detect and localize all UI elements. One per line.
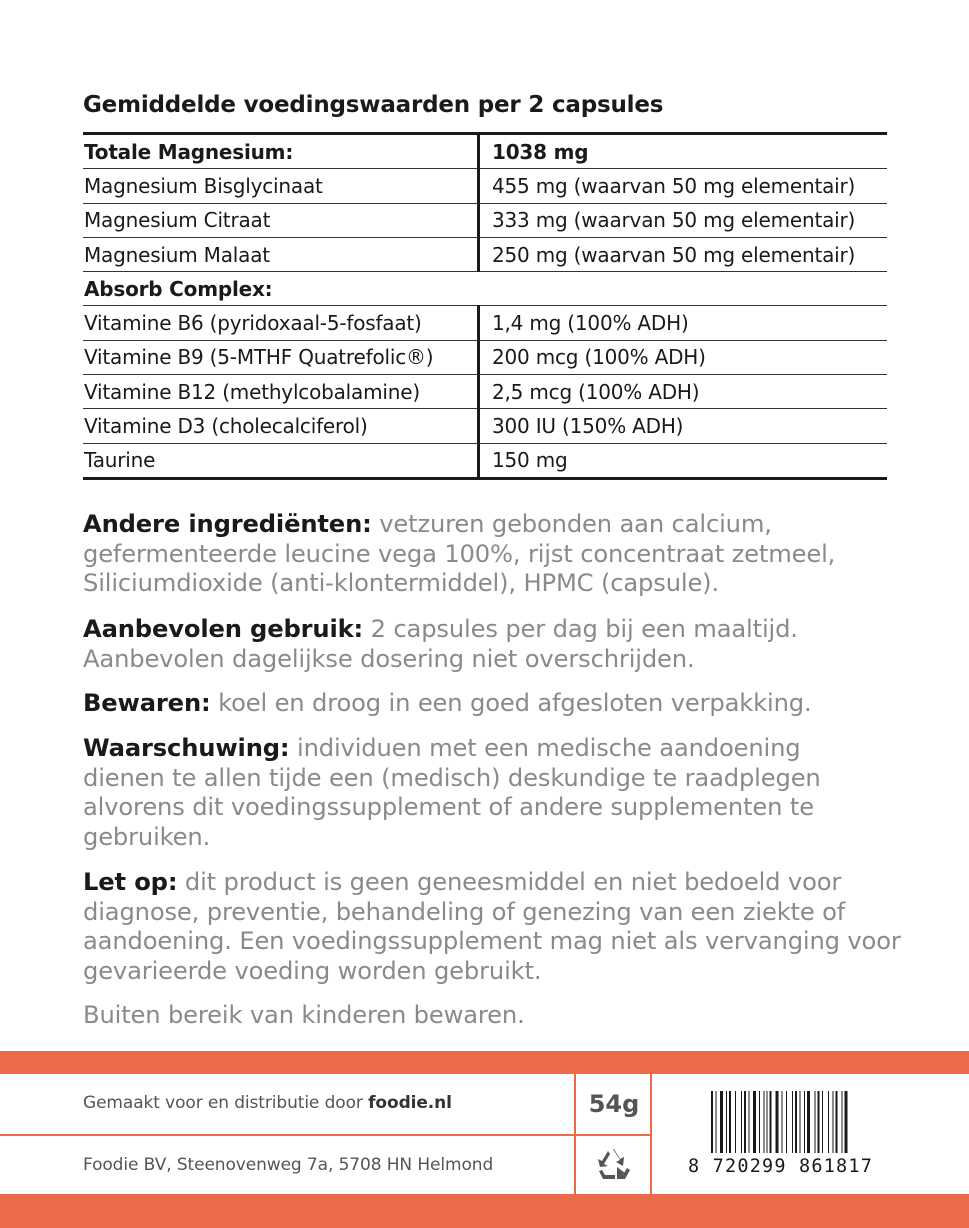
barcode-bar [822, 1091, 823, 1153]
nutrient-value: 300 IU (150% ADH) [479, 409, 888, 443]
storage-paragraph [83, 689, 903, 719]
note-text: dit product is geen geneesmiddel en niet bedoeld voor diagnose, preventie, behandeling of genezing van een ziekte of aandoening. Een voedingssupplement mag niet als vervanging voor gevarieerde voeding worden gebruikt. [83, 868, 901, 985]
barcode-bar [807, 1091, 810, 1153]
barcode-bar [845, 1091, 848, 1153]
barcode-bar [741, 1091, 742, 1153]
barcode-bar [795, 1091, 797, 1153]
footer-accent-band-top [0, 1051, 969, 1074]
nutrient-label: Vitamine B6 (pyridoxaal-5-fosfaat) [83, 306, 479, 340]
barcode-bar [716, 1091, 717, 1153]
barcode-bar [759, 1091, 760, 1153]
distribution-line [83, 1093, 452, 1113]
barcode-bar [711, 1091, 713, 1153]
note-heading: Let op: [83, 868, 178, 896]
barcode-bar [842, 1091, 843, 1153]
table-row [83, 203, 887, 237]
barcode-bar [833, 1091, 834, 1153]
nutrient-value: 333 mg (waarvan 50 mg elementair) [479, 203, 888, 237]
nutrient-label: Taurine [83, 443, 479, 478]
table-row [83, 375, 887, 409]
nutrient-label: Vitamine B12 (methylcobalamine) [83, 375, 479, 409]
barcode-bar [792, 1091, 793, 1153]
nutrient-value: 455 mg (waarvan 50 mg elementair) [479, 169, 888, 203]
recycle-icon [593, 1145, 633, 1185]
net-weight: 54g [588, 1090, 640, 1118]
footer-accent-band-bottom [0, 1194, 969, 1228]
barcode-bar [776, 1091, 779, 1153]
barcode-bar [804, 1091, 805, 1153]
barcode-bar [818, 1091, 820, 1153]
warning-paragraph [83, 734, 873, 852]
nutrient-value: 250 mg (waarvan 50 mg elementair) [479, 237, 888, 271]
table-row [83, 340, 887, 374]
usage-paragraph [83, 615, 903, 674]
barcode-bar [800, 1091, 801, 1153]
nutrient-label: Vitamine B9 (5-MTHF Quatrefolic®) [83, 340, 479, 374]
nutrient-value: 2,5 mcg (100% ADH) [479, 375, 888, 409]
barcode-bar [726, 1091, 727, 1153]
barcode-bar [767, 1091, 768, 1153]
nutrient-value: 150 mg [479, 443, 888, 478]
nutrient-label: Vitamine D3 (cholecalciferol) [83, 409, 479, 443]
table-row [83, 272, 887, 306]
ingredients-text: vetzuren gebonden aan calcium, gefermenteerde leucine vega 100%, rijst concentraat zetmeel, Siliciumdioxide (anti-klontermiddel), HPMC (capsule). [83, 510, 836, 597]
barcode-bar [749, 1091, 750, 1153]
barcode-bar [786, 1091, 787, 1153]
barcode-bar [744, 1091, 746, 1153]
barcode-bar [764, 1091, 765, 1153]
section-heading: Absorb Complex: [83, 272, 887, 306]
barcode-bar [836, 1091, 838, 1153]
ingredients-heading: Andere ingrediënten: [83, 510, 372, 538]
nutrition-title: Gemiddelde voedingswaarden per 2 capsules [83, 92, 664, 118]
nutrient-label: Magnesium Citraat [83, 203, 479, 237]
warning-text: individuen met een medische aandoening dienen te allen tijde een (medisch) deskundige te raadplegen alvorens dit voedingssupplement of andere supplementen te gebruiken. [83, 734, 821, 851]
table-row [83, 169, 887, 203]
footer-divider [650, 1074, 652, 1194]
table-row [83, 409, 887, 443]
nutrition-table [83, 132, 887, 480]
usage-text: 2 capsules per dag bij een maaltijd. Aanbevolen dagelijkse dosering niet overschrijden. [83, 615, 798, 673]
usage-heading: Aanbevolen gebruik: [83, 615, 364, 643]
barcode-number: 8 720299 861817 [688, 1156, 874, 1177]
barcode-bar [753, 1091, 756, 1153]
company-address: Foodie BV, Steenovenweg 7a, 5708 HN Helmond [83, 1155, 494, 1175]
barcode-bar [770, 1091, 772, 1153]
nutrient-label: Magnesium Malaat [83, 237, 479, 271]
nutrient-label: Totale Magnesium: [83, 134, 479, 169]
barcode-bar [782, 1091, 783, 1153]
nutrient-value: 1,4 mg (100% ADH) [479, 306, 888, 340]
table-row [83, 237, 887, 271]
nutrient-label: Magnesium Bisglycinaat [83, 169, 479, 203]
note-paragraph [83, 868, 903, 986]
barcode-bar [735, 1091, 736, 1153]
footer-divider [0, 1134, 652, 1136]
table-row [83, 134, 887, 169]
barcode-bar [815, 1091, 816, 1153]
nutrient-value: 200 mcg (100% ADH) [479, 340, 888, 374]
children-paragraph [83, 1001, 903, 1031]
footer [0, 1074, 969, 1194]
footer-divider [574, 1074, 576, 1194]
storage-heading: Bewaren: [83, 689, 211, 717]
ingredients-paragraph [83, 510, 903, 599]
barcode-bar [729, 1091, 731, 1153]
warning-heading: Waarschuwing: [83, 734, 290, 762]
barcode-bar [828, 1091, 829, 1153]
nutrient-value: 1038 mg [479, 134, 888, 169]
brand-name: foodie.nl [368, 1093, 452, 1113]
children-text: Buiten bereik van kinderen bewaren. [83, 1001, 525, 1029]
distribution-text: Gemaakt voor en distributie door [83, 1093, 363, 1113]
barcode [711, 1091, 891, 1153]
table-row [83, 306, 887, 340]
table-row [83, 443, 887, 478]
barcode-bar [720, 1091, 723, 1153]
storage-text: koel en droog in een goed afgesloten verpakking. [218, 689, 812, 717]
